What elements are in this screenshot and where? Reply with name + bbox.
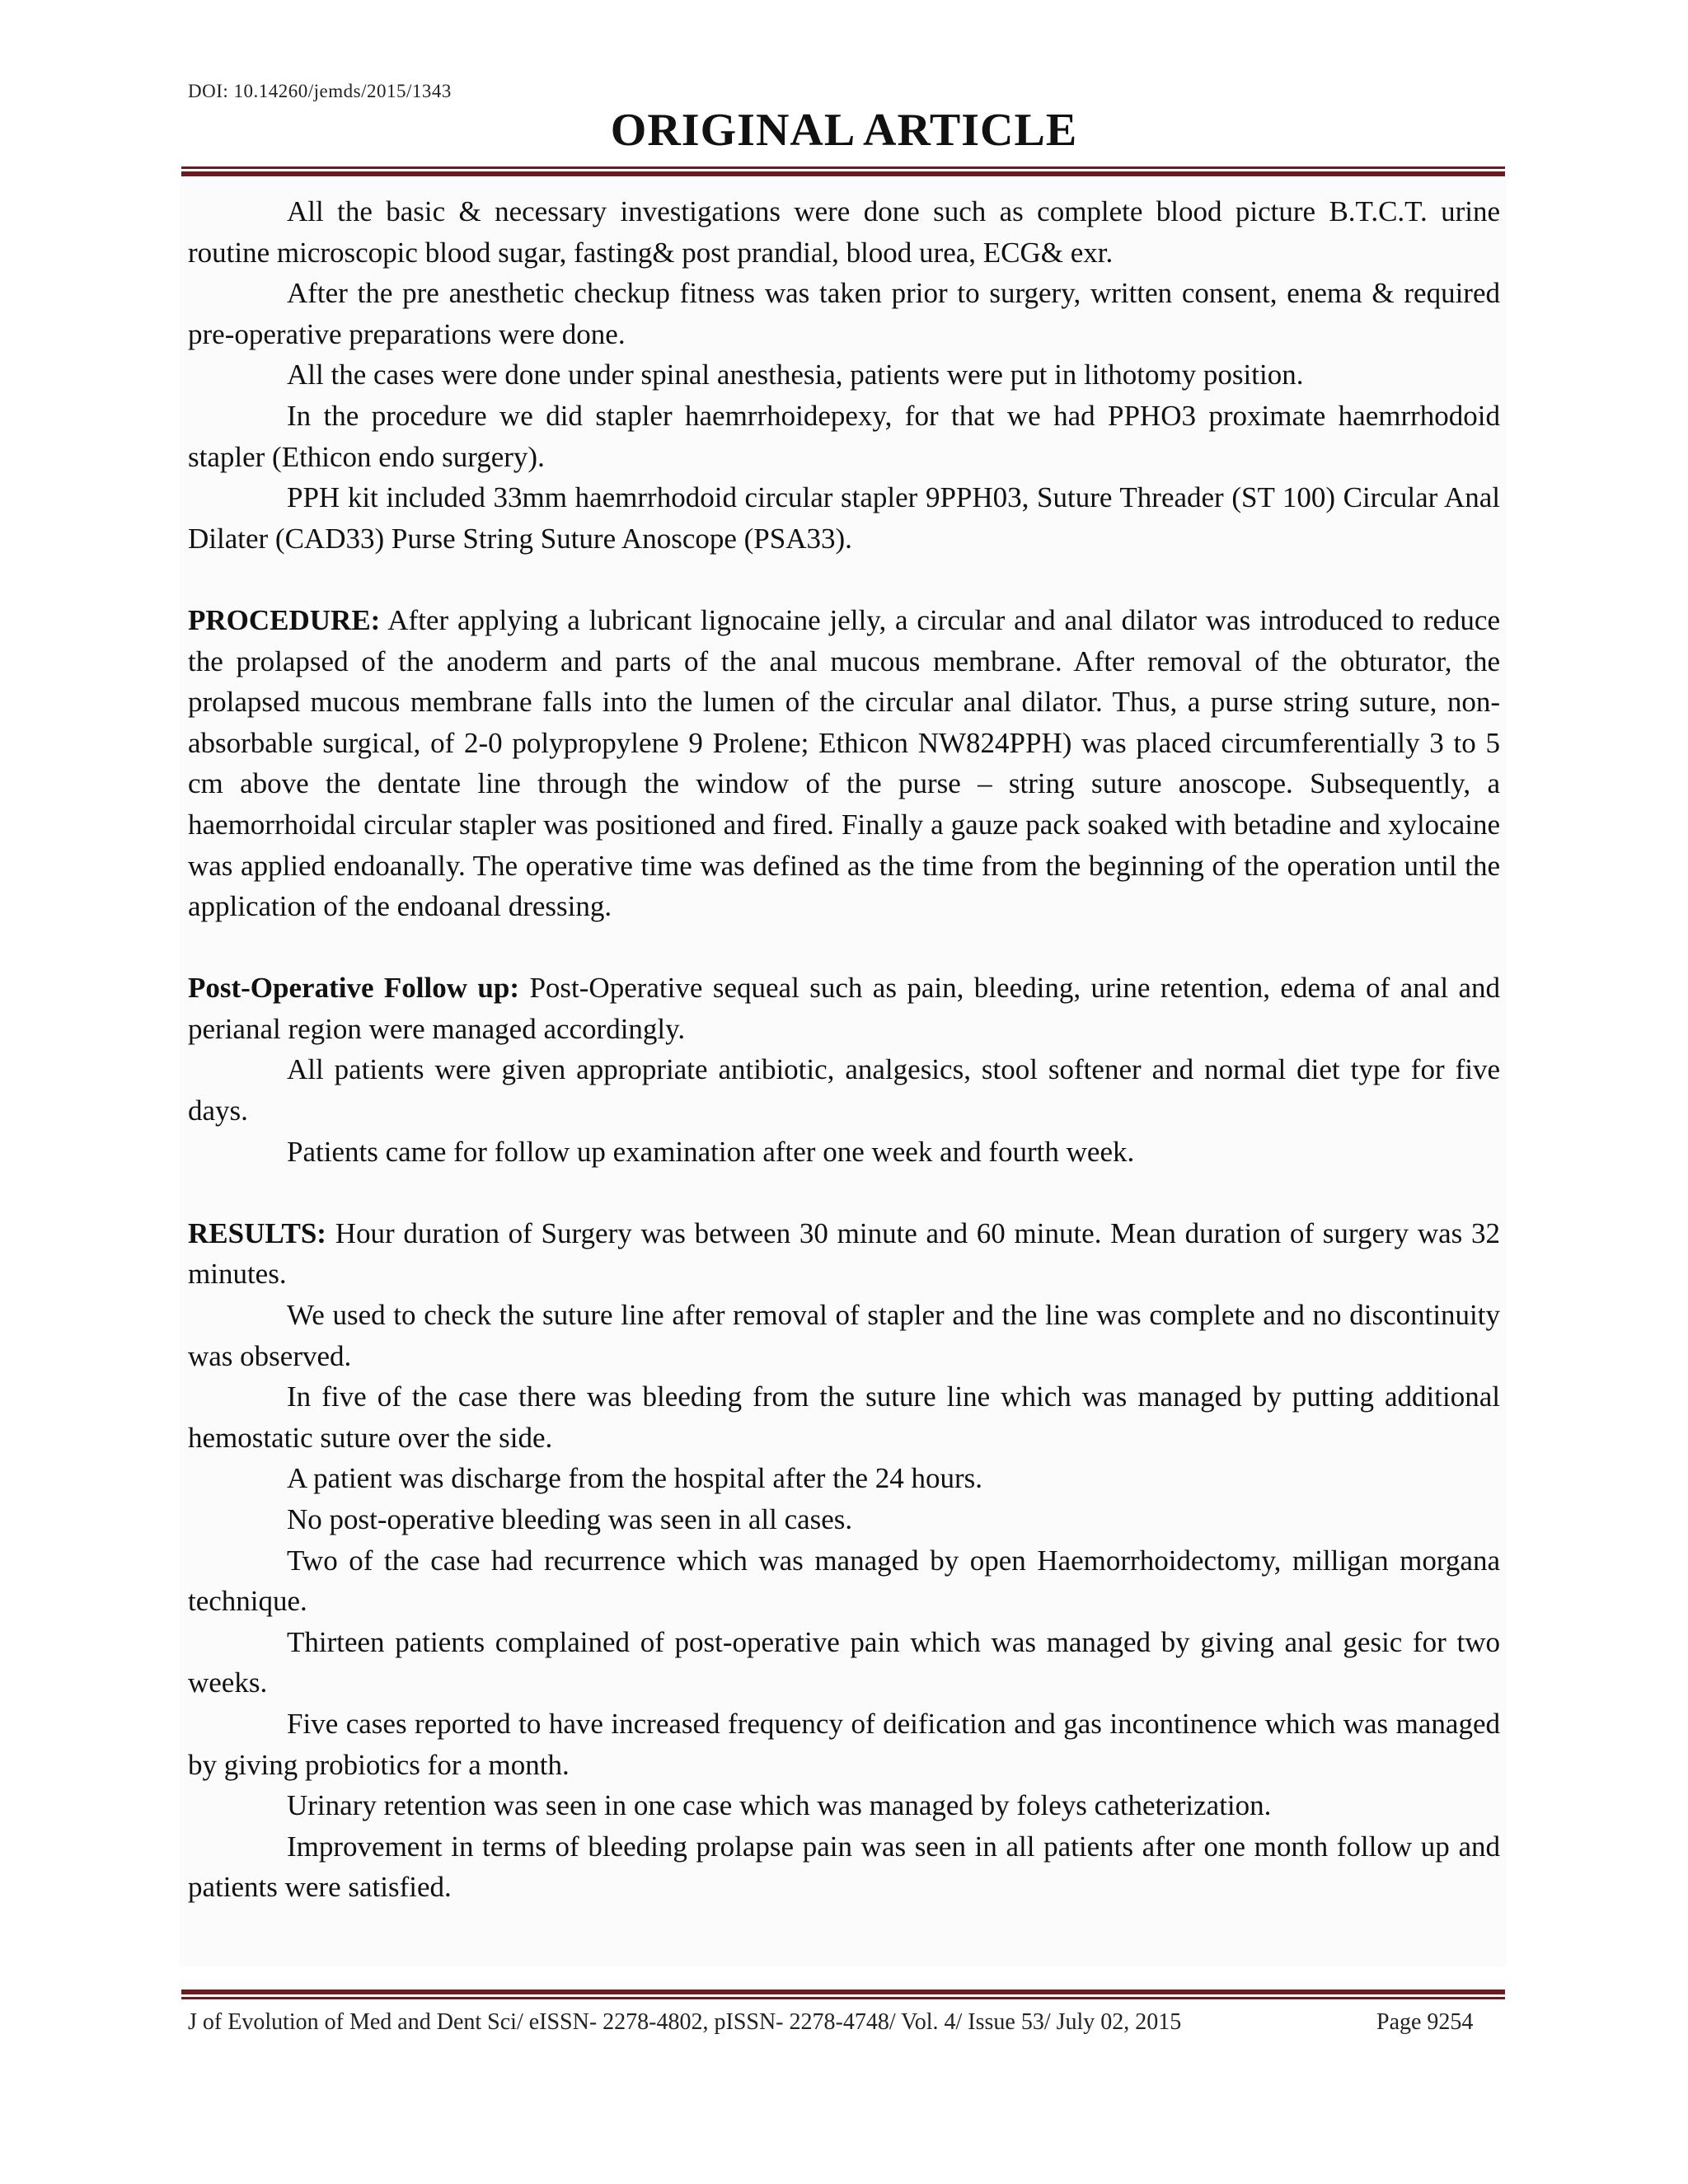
article-body	[188, 191, 1500, 1908]
section-gap	[188, 1172, 1500, 1213]
section-gap	[188, 927, 1500, 968]
section-heading-results: RESULTS:	[188, 1216, 326, 1249]
paragraph: All the basic & necessary investigations were done such as complete blood picture B.T.C.T. urine routine microscopic blood sugar, fasting& post prandial, blood urea, ECG& exr.	[188, 195, 1500, 269]
results-text: Hour duration of Surgery was between 30 minute and 60 minute. Mean duration of surgery was 32 minutes.	[188, 1216, 1500, 1291]
section-heading-followup: Post-Operative Follow up:	[188, 972, 520, 1005]
page-footer	[188, 2009, 1500, 2036]
section-gap	[188, 559, 1500, 600]
paragraph: Five cases reported to have increased frequency of deification and gas incontinence which was managed by giving probiotics for a month.	[188, 1707, 1500, 1781]
paragraph: Thirteen patients complained of post-operative pain which was managed by giving anal gesic for two weeks.	[188, 1625, 1500, 1699]
paragraph: A patient was discharge from the hospital after the 24 hours.	[287, 1462, 982, 1495]
footer-rule-thin	[181, 1997, 1505, 1999]
results-section	[188, 1213, 1500, 1295]
header-rule-thick	[181, 171, 1505, 176]
paragraph: All patients were given appropriate antibiotic, analgesics, stool softener and normal diet type for five days.	[188, 1053, 1500, 1127]
paragraph: Two of the case had recurrence which was managed by open Haemorrhoidectomy, milligan morgana technique.	[188, 1544, 1500, 1618]
paragraph: Urinary retention was seen in one case which was managed by foleys catheterization.	[287, 1789, 1272, 1822]
footer-citation: J of Evolution of Med and Dent Sci/ eISSN- 2278-4802, pISSN- 2278-4748/ Vol. 4/ Issue 53/ July 02, 2015	[188, 2009, 1182, 2035]
paragraph: We used to check the suture line after removal of stapler and the line was complete and no discontinuity was observed.	[188, 1299, 1500, 1372]
page-title: ORIGINAL ARTICLE	[610, 105, 1078, 156]
paragraph: Patients came for follow up examination after one week and fourth week.	[287, 1135, 1135, 1168]
paragraph: PPH kit included 33mm haemrrhodoid circular stapler 9PPH03, Suture Threader (ST 100) Circular Anal Dilater (CAD33) Purse String Suture Anoscope (PSA33).	[188, 481, 1500, 555]
paragraph: No post-operative bleeding was seen in all cases.	[287, 1503, 853, 1535]
procedure-section	[188, 600, 1500, 927]
page-number: Page 9254	[1376, 2009, 1474, 2035]
paragraph: In five of the case there was bleeding from the suture line which was managed by putting additional hemostatic suture over the side.	[188, 1380, 1500, 1454]
doi-label: DOI: 10.14260/jemds/2015/1343	[188, 81, 452, 101]
header-rule-thin	[181, 166, 1505, 169]
paragraph: In the procedure we did stapler haemrrhoidepexy, for that we had PPHO3 proximate haemrrhodoid stapler (Ethicon endo surgery).	[188, 399, 1500, 473]
paragraph: After the pre anesthetic checkup fitness was taken prior to surgery, written consent, enema & required pre-operative preparations were done.	[188, 277, 1500, 350]
paragraph: All the cases were done under spinal anesthesia, patients were put in lithotomy position.	[287, 359, 1304, 391]
footer-rule-thick	[181, 1990, 1505, 1994]
followup-section	[188, 968, 1500, 1049]
section-heading-procedure: PROCEDURE:	[188, 603, 381, 636]
procedure-text: After applying a lubricant lignocaine jelly, a circular and anal dilator was introduced to reduce the prolapsed of the anoderm and parts of the anal mucous membrane. After removal of the obturator, the prolapsed mucous membrane falls into the lumen of the circular anal dilator. Thus, a purse string suture, non-absorbable surgical, of 2-0 polypropylene 9 Prolene; Ethicon NW824PPH) was placed circumferentially 3 to 5 cm above the dentate line through the window of the purse – string suture anoscope. Subsequently, a haemorrhoidal circular stapler was positioned and fired. Finally a gauze pack soaked with betadine and xylocaine was applied endoanally. The operative time was defined as the time from the beginning of the operation until the application of the endoanal dressing.	[188, 603, 1500, 923]
paragraph: Improvement in terms of bleeding prolapse pain was seen in all patients after one month follow up and patients were satisfied.	[188, 1830, 1500, 1904]
followup-text: Post-Operative sequeal such as pain, bleeding, urine retention, edema of anal and perianal region were managed accordingly.	[188, 972, 1501, 1045]
